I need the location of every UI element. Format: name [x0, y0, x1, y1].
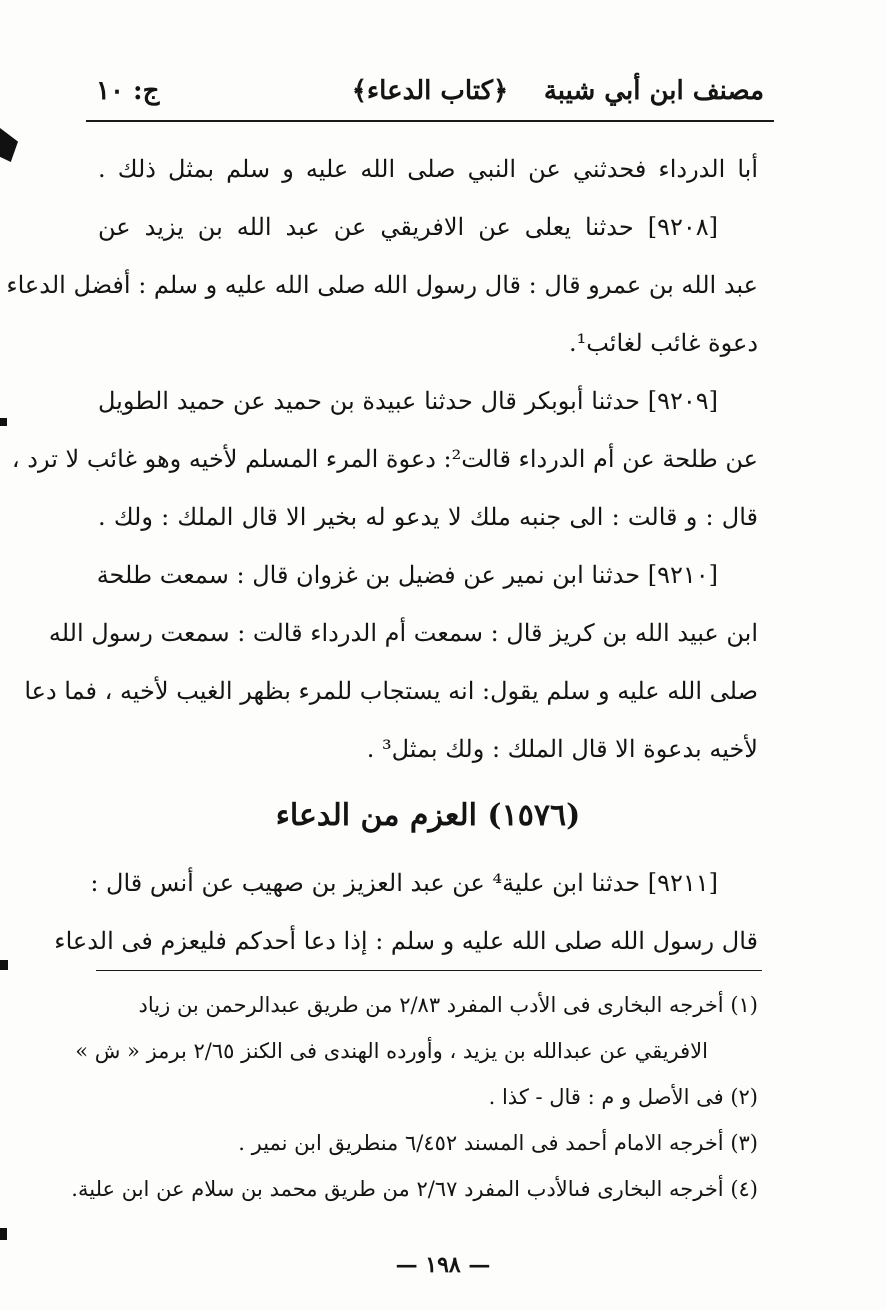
text-line: عبد الله بن عمرو قال : قال رسول الله صلى الله عليه و سلم : أفضل الدعاء: [6, 271, 758, 299]
chapter-title: ﴿كتاب الدعاء﴾: [351, 76, 509, 106]
page-number: — ١٩٨ —: [395, 1252, 491, 1278]
hadith-9208-line: [٩٢٠٨] حدثنا يعلى عن الافريقي عن عبد الله بن يزيد عن: [98, 213, 718, 241]
scan-edge-mark: [0, 418, 7, 426]
header-rule: [86, 120, 774, 122]
footnote-2: (٢) فى الأصل و م : قال - كذا .: [488, 1085, 758, 1109]
running-header: [96, 76, 764, 118]
footnote-4: (٤) أخرجه البخارى فىالأدب المفرد ٢/٦٧ من طريق محمد بن سلام عن ابن علية.: [71, 1177, 758, 1201]
text-line: ابن عبيد الله بن كريز قال : سمعت أم الدرداء قالت : سمعت رسول الله: [48, 619, 758, 647]
footnotes: [71, 982, 758, 1212]
text-line: صلى الله عليه و سلم يقول: انه يستجاب للمرء بظهر الغيب لأخيه ، فما دعا: [24, 677, 758, 705]
main-text: [6, 140, 758, 970]
text-line: قال : و قالت : الى جنبه ملك لا يدعو له بخير الا قال الملك : ولك .: [98, 503, 758, 531]
text-line: عن طلحة عن أم الدرداء قالت²: دعوة المرء المسلم لأخيه وهو غائب لا ترد ،: [11, 445, 758, 473]
text-line: قال رسول الله صلى الله عليه و سلم : إذا دعا أحدكم فليعزم فى الدعاء: [54, 927, 758, 955]
text-line: لأخيه بدعوة الا قال الملك : ولك بمثل³ .: [366, 735, 758, 763]
volume-number: ج: ١٠: [96, 76, 160, 106]
scan-edge-mark: [0, 128, 18, 162]
scan-edge-mark: [0, 1228, 7, 1240]
hadith-9209-line: [٩٢٠٩] حدثنا أبوبكر قال حدثنا عبيدة بن حميد عن حميد الطويل: [98, 387, 718, 415]
footnote-1-continued: الافريقي عن عبدالله بن يزيد ، وأورده الهندى فى الكنز ٢/٦٥ برمز « ش »: [75, 1039, 708, 1063]
footnote-rule: [96, 970, 762, 971]
book-title: مصنف ابن أبي شيبة: [543, 76, 764, 106]
hadith-9211-line: [٩٢١١] حدثنا ابن علية⁴ عن عبد العزيز بن صهيب عن أنس قال :: [90, 869, 718, 897]
footnote-3: (٣) أخرجه الامام أحمد فى المسند ٦/٤٥٢ منطريق ابن نمير .: [238, 1131, 758, 1155]
scan-edge-mark: [0, 960, 8, 970]
section-heading: (١٥٧٦) العزم من الدعاء: [275, 798, 581, 833]
hadith-9210-line: [٩٢١٠] حدثنا ابن نمير عن فضيل بن غزوان قال : سمعت طلحة: [96, 561, 718, 589]
text-line: دعوة غائب لغائب¹.: [568, 329, 758, 357]
text-line: أبا الدرداء فحدثني عن النبي صلى الله عليه و سلم بمثل ذلك .: [98, 155, 758, 183]
footnote-1: (١) أخرجه البخارى فى الأدب المفرد ٢/٨٣ من طريق عبدالرحمن بن زياد: [138, 993, 758, 1017]
